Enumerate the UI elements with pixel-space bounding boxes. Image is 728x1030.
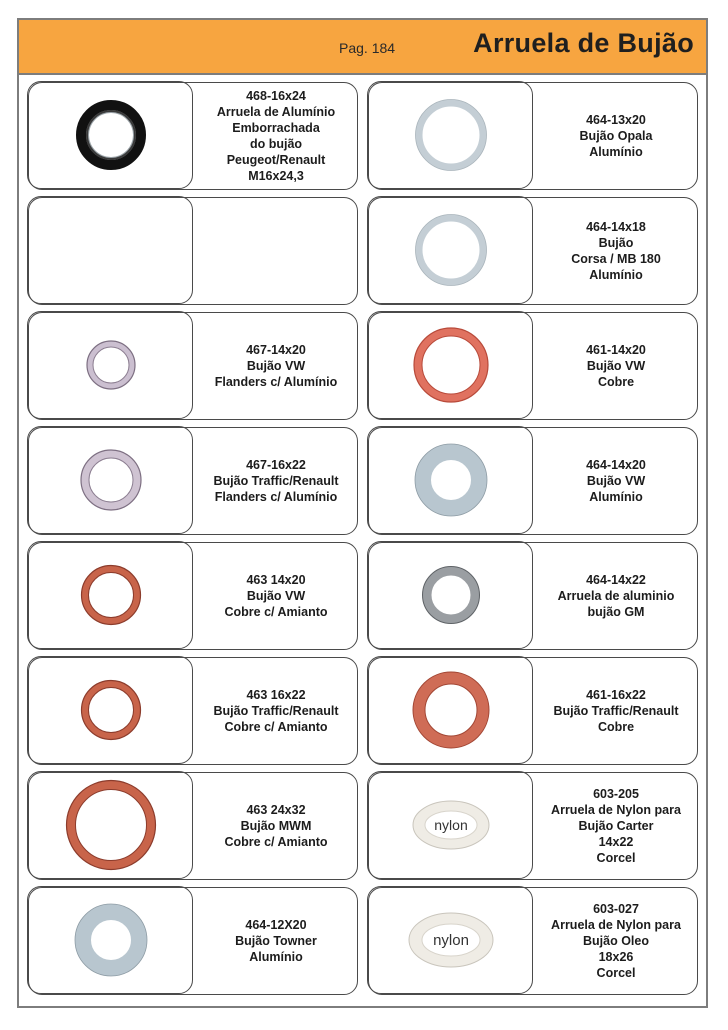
- washer-image: [368, 772, 534, 880]
- product-card: [28, 312, 358, 420]
- product-detail-line: Corcel: [596, 965, 636, 980]
- product-code: 463 14x20: [246, 572, 306, 587]
- product-detail-line: Bujão VW: [246, 588, 306, 603]
- product-card: [368, 312, 698, 420]
- product-image-box: [27, 196, 193, 304]
- product-card: [368, 82, 698, 190]
- product-description: [195, 888, 357, 993]
- product-code: 468-16x24: [246, 88, 306, 103]
- product-card: [368, 542, 698, 650]
- product-code: 464-12X20: [245, 917, 307, 932]
- product-image-box: [367, 311, 533, 419]
- product-detail-line: Alumínio: [589, 489, 643, 504]
- product-detail-line: do bujão: [249, 136, 303, 151]
- washer-image: [368, 427, 534, 535]
- nylon-label: nylon: [433, 932, 470, 950]
- product-detail-line: Cobre: [597, 719, 635, 734]
- product-description: [535, 313, 697, 418]
- product-description: [195, 83, 357, 188]
- product-detail-line: Bujão Traffic/Renault: [213, 703, 339, 718]
- product-detail-line: Alumínio: [589, 267, 643, 282]
- product-code: 464-14x18: [586, 219, 646, 234]
- product-code: 467-14x20: [246, 342, 306, 357]
- product-detail-line: Arruela de Nylon para: [551, 917, 681, 932]
- product-code: 464-14x20: [586, 457, 646, 472]
- product-detail-line: Bujão MWM: [240, 818, 312, 833]
- product-card: [28, 82, 358, 190]
- product-card: [28, 772, 358, 880]
- page-header: [17, 18, 708, 75]
- product-detail-line: Corcel: [596, 850, 636, 865]
- product-detail-line: Flanders c/ Alumínio: [214, 489, 338, 504]
- product-description: [535, 773, 697, 878]
- product-detail-line: Bujão Towner: [235, 933, 317, 948]
- nylon-label: nylon: [434, 817, 469, 834]
- product-code: 603-205: [593, 786, 639, 801]
- product-image-box: [367, 656, 533, 764]
- washer-image: [28, 657, 194, 765]
- product-detail-line: Emborrachada: [232, 120, 320, 135]
- washer-image: [28, 82, 194, 190]
- product-code: 463 16x22: [246, 687, 306, 702]
- washer-image: [368, 82, 534, 190]
- washer-image: [368, 887, 534, 995]
- product-detail-line: Bujão VW: [246, 358, 306, 373]
- product-description: [535, 428, 697, 533]
- product-card: [368, 657, 698, 765]
- product-detail-line: Bujão VW: [586, 358, 646, 373]
- product-detail-line: Alumínio: [249, 949, 303, 964]
- product-code: 461-14x20: [586, 342, 646, 357]
- product-detail-line: Cobre c/ Amianto: [224, 604, 328, 619]
- washer-image: [28, 312, 194, 420]
- product-image-box: [367, 886, 533, 994]
- product-detail-line: Bujão Opala: [579, 128, 653, 143]
- product-code: 467-16x22: [246, 457, 306, 472]
- product-detail-line: M16x24,3: [248, 168, 304, 183]
- product-description: [195, 543, 357, 648]
- product-description: [535, 888, 697, 993]
- product-image-box: [27, 426, 193, 534]
- product-card: [28, 197, 358, 305]
- product-detail-line: Flanders c/ Alumínio: [214, 374, 338, 389]
- product-image-box: [367, 426, 533, 534]
- product-detail-line: Cobre: [597, 374, 635, 389]
- product-description: [195, 773, 357, 878]
- product-card: [28, 887, 358, 995]
- product-card: [368, 887, 698, 995]
- product-detail-line: Arruela de aluminio: [557, 588, 675, 603]
- product-detail-line: 18x26: [598, 949, 634, 964]
- product-card: [28, 542, 358, 650]
- product-image-box: [27, 656, 193, 764]
- product-card: [28, 657, 358, 765]
- product-image-box: [367, 81, 533, 189]
- washer-image: [28, 197, 194, 305]
- product-description: [195, 198, 357, 303]
- product-code: 603-027: [593, 901, 639, 916]
- product-detail-line: Bujão: [598, 235, 634, 250]
- washer-image: [28, 427, 194, 535]
- product-image-box: [367, 196, 533, 304]
- product-detail-line: Arruela de Alumínio: [216, 104, 336, 119]
- product-description: [195, 658, 357, 763]
- product-detail-line: Bujão Oleo: [583, 933, 649, 948]
- page-title: Arruela de Bujão: [473, 28, 694, 58]
- product-image-box: [27, 541, 193, 649]
- product-image-box: [27, 81, 193, 189]
- product-detail-line: Cobre c/ Amianto: [224, 834, 328, 849]
- washer-image: [368, 542, 534, 650]
- washer-image: [368, 657, 534, 765]
- washer-image: [28, 542, 194, 650]
- product-image-box: [27, 886, 193, 994]
- product-code: 463 24x32: [246, 802, 306, 817]
- product-detail-line: Peugeot/Renault: [226, 152, 326, 167]
- product-card: [368, 197, 698, 305]
- product-image-box: [27, 311, 193, 419]
- product-image-box: [367, 541, 533, 649]
- product-detail-line: Bujão Traffic/Renault: [213, 473, 339, 488]
- product-detail-line: Bujão Traffic/Renault: [553, 703, 679, 718]
- product-description: [195, 428, 357, 533]
- product-description: [535, 543, 697, 648]
- product-detail-line: Alumínio: [589, 144, 643, 159]
- washer-image: [368, 312, 534, 420]
- product-description: [535, 198, 697, 303]
- product-detail-line: 14x22: [598, 834, 634, 849]
- product-image-box: [27, 771, 193, 879]
- product-code: 461-16x22: [586, 687, 646, 702]
- product-card: [368, 772, 698, 880]
- washer-image: [368, 197, 534, 305]
- product-image-box: [367, 771, 533, 879]
- product-description: [535, 83, 697, 188]
- product-detail-line: Bujão Carter: [578, 818, 654, 833]
- product-card: [368, 427, 698, 535]
- washer-image: [28, 772, 194, 880]
- product-description: [195, 313, 357, 418]
- product-description: [535, 658, 697, 763]
- washer-image: [28, 887, 194, 995]
- product-detail-line: Cobre c/ Amianto: [224, 719, 328, 734]
- product-card: [28, 427, 358, 535]
- product-detail-line: bujão GM: [587, 604, 645, 619]
- product-code: 464-13x20: [586, 112, 646, 127]
- product-detail-line: Corsa / MB 180: [571, 251, 661, 266]
- product-code: 464-14x22: [586, 572, 646, 587]
- page-number: Pag. 184: [339, 40, 396, 56]
- product-detail-line: Bujão VW: [586, 473, 646, 488]
- product-detail-line: Arruela de Nylon para: [551, 802, 681, 817]
